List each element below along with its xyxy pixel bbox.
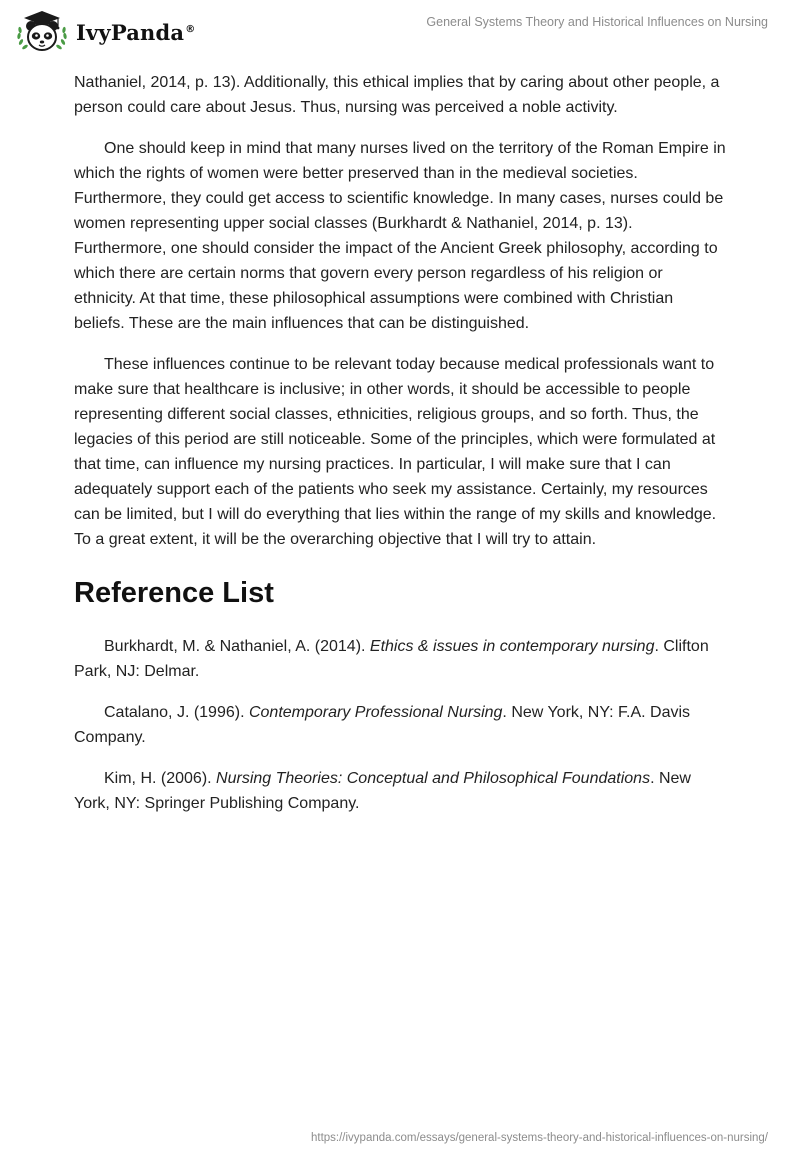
- document-title: General Systems Theory and Historical Influences on Nursing: [426, 15, 768, 29]
- panda-graduate-icon: [14, 8, 70, 56]
- reference-authors: Kim, H. (2006).: [104, 770, 217, 787]
- reference-list-heading: Reference List: [74, 577, 274, 609]
- reference-authors: Burkhardt, M. & Nathaniel, A. (2014).: [104, 638, 370, 655]
- reference-item-3: [74, 766, 726, 816]
- reference-publisher: . Clifton Park, NJ: Delmar.: [74, 638, 709, 680]
- registered-mark: ®: [185, 23, 196, 35]
- reference-title: Contemporary Professional Nursing: [248, 704, 503, 721]
- body-paragraph-3: These influences continue to be relevant today because medical professionals want to make sure that healthcare is inclusive; in other words, it should be accessible to people representing different social classes, ethnicities, religious groups, and so forth. Thus, the legacies of this period are still noticeable. Some of the principles, which were formulated at that time, can influence my nursing practices. In particular, I will make sure that I can adequately support each of the patients who seek my assistance. Certainly, my resources can be limited, but I will do everything that lies within the range of my skills and knowledge. To a great extent, it will be the overarching objective that I will try to attain.: [74, 356, 717, 548]
- reference-item-2: [74, 700, 726, 750]
- reference-publisher: . New York, NY: F.A. Davis Company.: [74, 704, 691, 746]
- page-header: [0, 0, 800, 64]
- reference-title: Ethics & issues in contemporary nursing: [369, 638, 655, 655]
- reference-item-1: [74, 634, 726, 684]
- reference-title: Nursing Theories: Conceptual and Philosophical Foundations: [216, 770, 651, 787]
- reference-authors: Catalano, J. (1996).: [104, 704, 249, 721]
- brand-name: IvyPanda®: [76, 19, 196, 45]
- source-url-link[interactable]: https://ivypanda.com/essays/general-systems-theory-and-historical-influences-on-nursing/: [310, 1132, 768, 1144]
- reference-publisher: . New York, NY: Springer Publishing Company.: [74, 770, 691, 812]
- ivypanda-logo[interactable]: [14, 8, 195, 56]
- body-paragraph-2: One should keep in mind that many nurses lived on the territory of the Roman Empire in which the rights of women were better preserved than in the medieval societies. Furthermore, they could get access to scientific knowledge. In many cases, nurses could be women representing upper social classes (Burkhardt & Nathaniel, 2014, p. 13). Furthermore, one should consider the impact of the Ancient Greek philosophy, according to which there are certain norms that govern every person regardless of his religion or ethnicity. At that time, these philosophical assumptions were combined with Christian beliefs. These are the main influences that can be distinguished.: [74, 140, 726, 332]
- essay-content: [74, 70, 726, 832]
- body-paragraph-1: Nathaniel, 2014, p. 13). Additionally, this ethical implies that by caring about other people, a person could care about Jesus. Thus, nursing was perceived a noble activity.: [74, 74, 720, 116]
